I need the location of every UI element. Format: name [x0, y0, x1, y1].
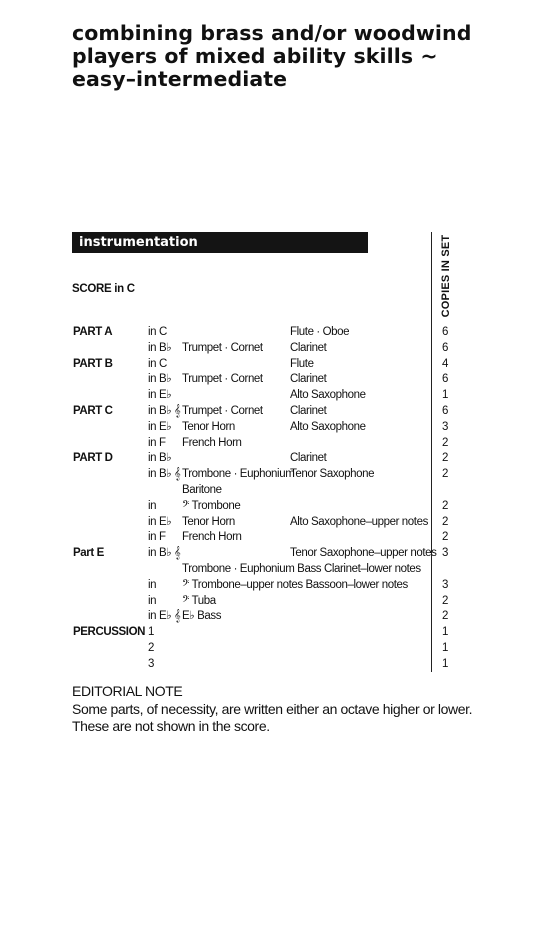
key-label: in E♭ 𝄞 — [148, 610, 181, 623]
copies-count: 2 — [442, 531, 448, 544]
alternative-instrument-label: Flute — [290, 357, 314, 370]
table-row — [0, 483, 545, 499]
copies-count: 3 — [442, 420, 448, 433]
copies-count: 2 — [442, 436, 448, 449]
alternative-instrument-label: Clarinet — [290, 341, 327, 354]
copies-in-set-header — [436, 236, 456, 316]
table-row — [0, 436, 545, 452]
instrument-label: 𝄢 Tuba — [182, 594, 216, 607]
table-row — [0, 404, 545, 420]
table-row — [0, 546, 545, 562]
part-label: PART A — [73, 326, 113, 338]
alternative-instrument-label: Clarinet — [290, 452, 327, 465]
key-label: in C — [148, 357, 167, 370]
alternative-instrument-label: Tenor Saxophone–upper notes — [290, 547, 437, 560]
instrument-label: Trombone · Euphonium Bass Clarinet–lower notes — [182, 562, 421, 575]
key-label: in — [148, 578, 157, 591]
instrument-label: French Horn — [182, 531, 242, 544]
part-label: PERCUSSION — [73, 626, 146, 639]
copies-count: 1 — [442, 389, 448, 402]
table-row — [0, 467, 545, 483]
alternative-instrument-label: Alto Saxophone — [290, 389, 366, 402]
alternative-instrument-label: Alto Saxophone–upper notes — [290, 515, 428, 528]
alternative-instrument-label: Alto Saxophone — [290, 420, 366, 433]
copies-count: 2 — [442, 468, 448, 481]
key-label: in — [148, 594, 157, 607]
instrument-label: Trumpet · Cornet — [182, 341, 263, 354]
copies-count: 2 — [442, 594, 448, 607]
key-label: in E♭ — [148, 420, 172, 433]
copies-count: 1 — [442, 657, 448, 670]
copies-count: 6 — [442, 326, 448, 338]
table-row — [0, 388, 545, 404]
editorial-note-line-1: Some parts, of necessity, are written either an octave higher or lower. — [72, 700, 473, 717]
key-label: in B♭ 𝄞 — [148, 547, 181, 560]
title-line-1: combining brass and/or woodwind — [72, 21, 472, 45]
table-row — [0, 530, 545, 546]
copies-count: 2 — [442, 452, 448, 465]
instrument-label: Tenor Horn — [182, 420, 235, 433]
key-label: in B♭ — [148, 452, 172, 465]
copies-count: 2 — [442, 499, 448, 512]
page-title — [72, 22, 532, 91]
table-row — [0, 451, 545, 467]
table-row — [0, 562, 545, 578]
alternative-instrument-label: Clarinet — [290, 404, 327, 417]
instrument-label: Baritone — [182, 483, 222, 496]
table-row — [0, 625, 545, 641]
table-row — [0, 609, 545, 625]
instrument-label: French Horn — [182, 436, 242, 449]
table-row — [0, 657, 545, 673]
copies-count: 6 — [442, 404, 448, 417]
key-label: in B♭ — [148, 341, 172, 354]
key-label: 2 — [148, 641, 154, 654]
key-label: in C — [148, 326, 167, 338]
editorial-note-line-2: These are not shown in the score. — [72, 718, 270, 734]
copies-count: 1 — [442, 641, 448, 654]
instrument-label: E♭ Bass — [182, 610, 222, 623]
table-row — [0, 499, 545, 515]
table-row — [0, 515, 545, 531]
key-label: in B♭ — [148, 373, 172, 386]
table-row — [0, 341, 545, 357]
key-label: in — [148, 499, 157, 512]
part-label: PART C — [73, 404, 113, 417]
copies-count: 2 — [442, 515, 448, 528]
alternative-instrument-label: Tenor Saxophone — [290, 468, 375, 481]
instrument-label: Trumpet · Cornet — [182, 373, 263, 386]
score-label: SCORE in C — [72, 283, 135, 295]
alternative-instrument-label: Clarinet — [290, 373, 327, 386]
key-label: in E♭ — [148, 389, 172, 402]
copies-count: 6 — [442, 373, 448, 386]
instrument-label: Trumpet · Cornet — [182, 404, 263, 417]
key-label: in F — [148, 436, 166, 449]
part-label: Part E — [73, 547, 104, 560]
copies-count: 6 — [442, 341, 448, 354]
editorial-note-heading: EDITORIAL NOTE — [72, 683, 183, 699]
table-row — [0, 357, 545, 373]
table-row — [0, 372, 545, 388]
instrumentation-table — [0, 325, 545, 673]
instrumentation-header: instrumentation — [72, 232, 368, 253]
part-label: PART D — [73, 452, 113, 465]
key-label: 1 — [148, 626, 154, 639]
key-label: in F — [148, 531, 166, 544]
title-line-2: players of mixed ability skills ~ — [72, 44, 438, 68]
copies-in-set-label: COPIES IN SET — [440, 234, 452, 318]
part-label: PART B — [73, 357, 113, 370]
title-line-3: easy–intermediate — [72, 67, 288, 91]
copies-count: 2 — [442, 610, 448, 623]
instrument-label: 𝄢 Trombone–upper notes Bassoon–lower notes — [182, 578, 408, 591]
table-row — [0, 594, 545, 610]
key-label: in B♭ 𝄞 — [148, 404, 181, 417]
key-label: in E♭ — [148, 515, 172, 528]
copies-count: 3 — [442, 547, 448, 560]
instrument-label: 𝄢 Trombone — [182, 499, 241, 512]
table-row — [0, 578, 545, 594]
table-row — [0, 325, 545, 341]
editorial-note — [72, 683, 512, 736]
table-row — [0, 420, 545, 436]
instrument-label: Trombone · Euphonium — [182, 468, 295, 481]
table-row — [0, 641, 545, 657]
copies-count: 1 — [442, 626, 448, 639]
alternative-instrument-label: Flute · Oboe — [290, 326, 350, 338]
key-label: in B♭ 𝄞 — [148, 468, 181, 481]
instrument-label: Tenor Horn — [182, 515, 235, 528]
key-label: 3 — [148, 657, 154, 670]
copies-count: 4 — [442, 357, 448, 370]
copies-count: 3 — [442, 578, 448, 591]
